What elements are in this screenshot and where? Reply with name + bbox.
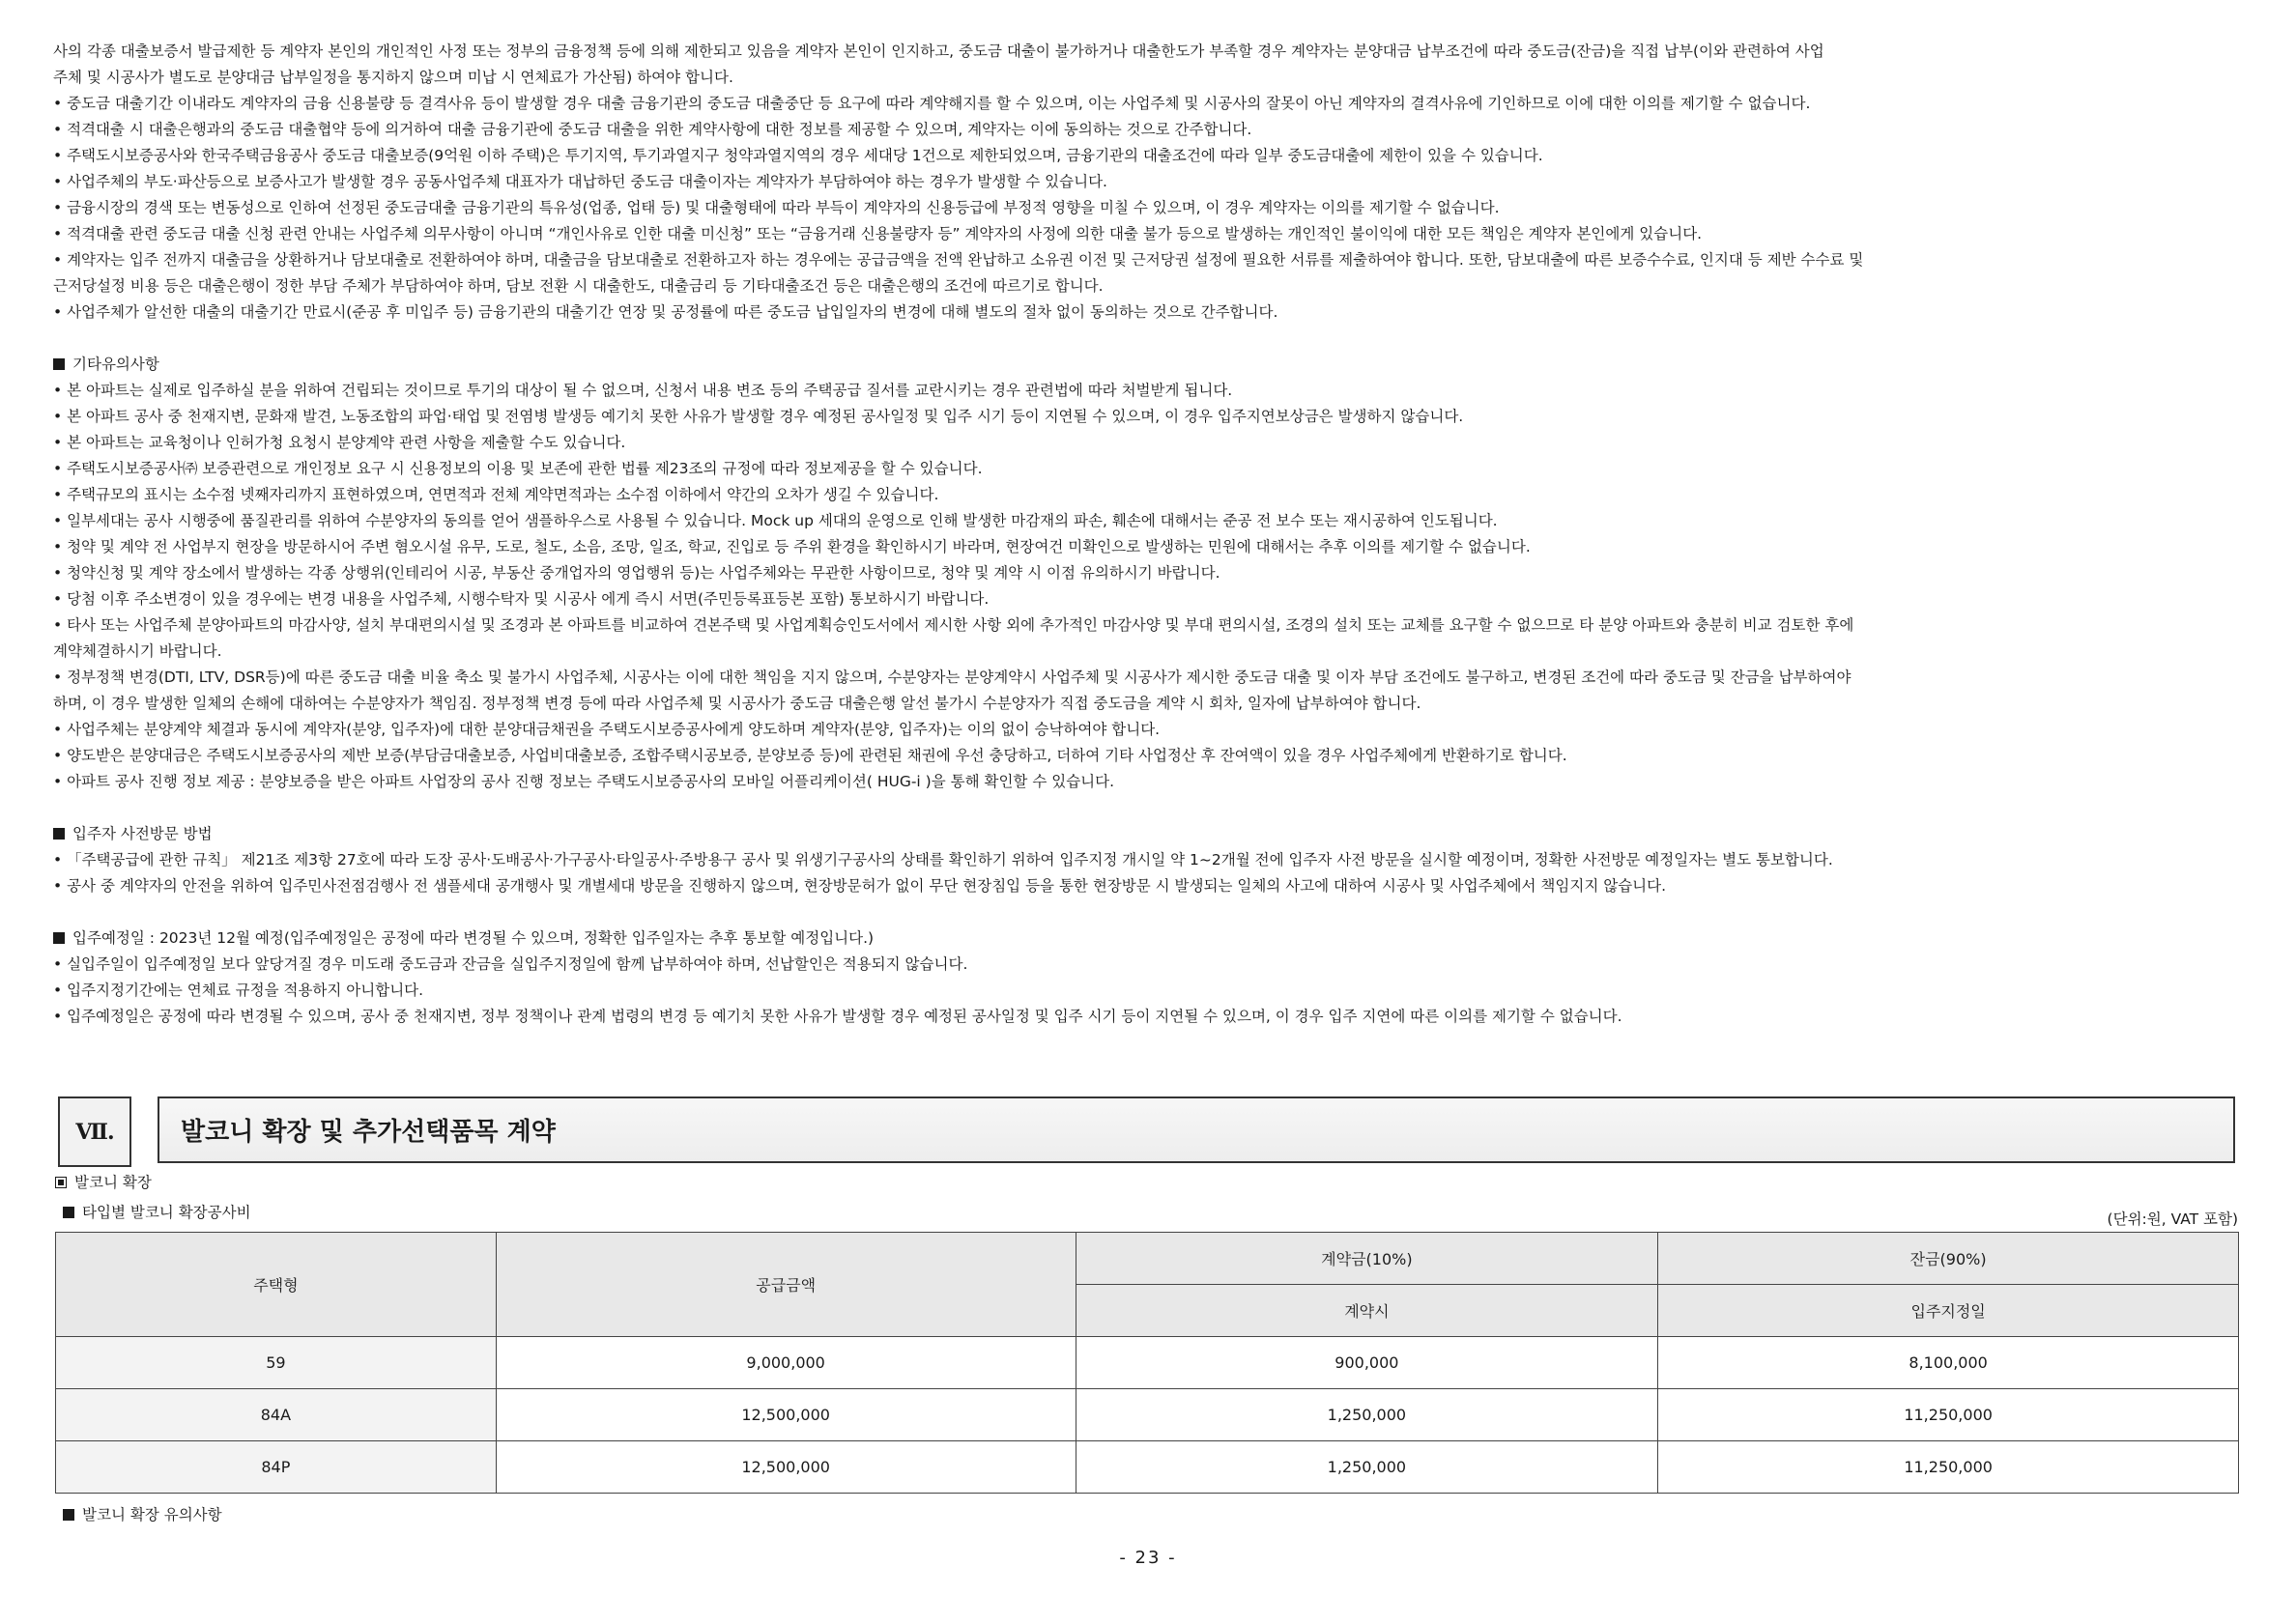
intro-line: • 계약자는 입주 전까지 대출금을 상환하거나 담보대출로 전환하여야 하며, 대출금을 담보대출로 전환하고자 하는 경우에는 공급금액을 전액 완납하고 소유권 이전 및 근저당권 설정에 필요한 서류를 제출하여야 합니다. 또한, 담보대출에 따른 보증수수료, 인지대 등 제반 수수료 및: [53, 251, 1864, 269]
table-row: [56, 1337, 2239, 1389]
misc-line: • 주택규모의 표시는 소수점 넷째자리까지 표현하였으며, 연면적과 전체 계약면적과는 소수점 이하에서 약간의 오차가 생길 수 있습니다.: [53, 486, 939, 503]
cell-deposit: 1,250,000: [1076, 1441, 1658, 1494]
cell-supply: 12,500,000: [496, 1389, 1076, 1441]
visit-line: • 「주택공급에 관한 규칙」 제21조 제3항 27호에 따라 도장 공사·도배공사·가구공사·타일공사·주방용구 공사 및 위생기구공사의 상태를 확인하기 위하여 입주지정 개시일 약 1~2개월 전에 입주자 사전 방문을 실시할 예정이며, 정확한 사전방문 예정일자는 별도 통보합니다.: [53, 851, 1833, 868]
square-bullet-icon: [63, 1509, 74, 1521]
misc-line: • 타사 또는 사업주체 분양아파트의 마감사양, 설치 부대편의시설 및 조경과 본 아파트를 비교하여 견본주택 및 사업계획승인도서에서 제시한 사항 외에 추가적인 마감사양 및 부대 편의시설, 조경의 설치 또는 교체를 요구할 수 없으므로 타 분양 아파트와 충분히 비교 검토한 후에: [53, 616, 1854, 634]
page-number: - 23 -: [1119, 1548, 1177, 1568]
header-type: 주택형: [56, 1233, 497, 1337]
misc-line: • 청약 및 계약 전 사업부지 현장을 방문하시어 주변 혐오시설 유무, 도로, 철도, 소음, 조망, 일조, 학교, 진입로 등 주위 환경을 확인하시기 바라며, 현장여건 미확인으로 발생하는 민원에 대해서는 추후 이의를 제기할 수 없습니다.: [53, 538, 1531, 555]
square-bullet-icon: [53, 932, 65, 944]
intro-line: 근저당설정 비용 등은 대출은행이 정한 부담 주체가 부담하여야 하며, 담보 전환 시 대출한도, 대출금리 등 기타대출조건 등은 대출은행의 조건에 따르기로 합니다.: [53, 277, 1104, 295]
misc-line: • 정부정책 변경(DTI, LTV, DSR등)에 따른 중도금 대출 비율 축소 및 불가시 사업주체, 시공사는 이에 대한 책임을 지지 않으며, 수분양자는 분양계약시 사업주체 및 시공사가 제시한 중도금 대출 및 이자 부담 조건에도 불구하고, 변경된 조건에 따라 중도금 및 잔금을 납부하여야: [53, 669, 1851, 686]
intro-line: • 금융시장의 경색 또는 변동성으로 인하여 선정된 중도금대출 금융기관의 특유성(업종, 업태 등) 및 대출형태에 따라 부득이 계약자의 신용등급에 부정적 영향을 미칠 수 있으며, 이 경우 계약자는 이의를 제기할 수 없습니다.: [53, 199, 1500, 216]
cell-type: 84A: [56, 1389, 497, 1441]
intro-line: • 주택도시보증공사와 한국주택금융공사 중도금 대출보증(9억원 이하 주택)은 투기지역, 투기과열지구 청약과열지역의 경우 세대당 1건으로 제한되었으며, 금융기관의 대출조건에 따라 일부 중도금대출에 제한이 있을 수 있습니다.: [53, 147, 1543, 164]
section-heading-movein: 입주예정일 : 2023년 12월 예정(입주예정일은 공정에 따라 변경될 수 있으며, 정확한 입주일자는 추후 통보할 예정입니다.): [53, 925, 2239, 952]
misc-line: • 주택도시보증공사㈜ 보증관련으로 개인정보 요구 시 신용정보의 이용 및 보존에 관한 법률 제23조의 규정에 따라 정보제공을 할 수 있습니다.: [53, 460, 983, 477]
misc-line: • 청약신청 및 계약 장소에서 발생하는 각종 상행위(인테리어 시공, 부동산 중개업자의 영업행위 등)는 사업주체와는 무관한 사항이므로, 청약 및 계약 시 이점 유의하시기 바랍니다.: [53, 564, 1220, 582]
misc-line: 하며, 이 경우 발생한 일체의 손해에 대하여는 수분양자가 책임짐. 정부정책 변경 등에 따라 사업주체 및 시공사가 중도금 대출은행 알선 불가시 수분양자가 직접 중도금을 계약 시 회차, 일자에 납부하여야 합니다.: [53, 695, 1421, 712]
table-row: [56, 1441, 2239, 1494]
square-bullet-icon: [63, 1207, 74, 1218]
cell-balance: 8,100,000: [1658, 1337, 2239, 1389]
misc-line: • 당첨 이후 주소변경이 있을 경우에는 변경 내용을 사업주체, 시행수탁자 및 시공사 에게 즉시 서면(주민등록표등본 포함) 통보하시기 바랍니다.: [53, 590, 990, 608]
header-balance: 잔금(90%): [1658, 1233, 2239, 1285]
unit-label: (단위:원, VAT 포함): [2107, 1210, 2238, 1228]
intro-line: • 적격대출 시 대출은행과의 중도금 대출협약 등에 의거하여 대출 금융기관에 중도금 대출을 위한 계약사항에 대한 정보를 제공할 수 있으며, 계약자는 이에 동의하는 것으로 간주합니다.: [53, 121, 1252, 138]
square-bullet-icon: [53, 358, 65, 370]
cell-type: 59: [56, 1337, 497, 1389]
section-heading-misc: 기타유의사항: [53, 352, 2239, 378]
notes-heading: 발코니 확장 유의사항: [63, 1503, 222, 1524]
movein-line: • 입주지정기간에는 연체료 규정을 적용하지 아니합니다.: [53, 982, 424, 999]
misc-line: • 양도받은 분양대금은 주택도시보증공사의 제반 보증(부담금대출보증, 사업비대출보증, 조합주택시공보증, 분양보증 등)에 관련된 채권에 우선 충당하고, 더하여 기타 사업정산 후 잔여액이 있을 경우 사업주체에게 반환하기로 합니다.: [53, 747, 1567, 764]
notice-body: [53, 39, 2239, 1030]
cell-deposit: 900,000: [1076, 1337, 1658, 1389]
intro-line: • 사업주체의 부도·파산등으로 보증사고가 발생할 경우 공동사업주체 대표자가 대납하던 중도금 대출이자는 계약자가 부담하여야 하는 경우가 발생할 수 있습니다.: [53, 173, 1107, 190]
intro-line: • 적격대출 관련 중도금 대출 신청 관련 안내는 사업주체 의무사항이 아니며 “개인사유로 인한 대출 미신청” 또는 “금융거래 신용불량자 등” 계약자의 사정에 의한 대출 불가 등으로 발생하는 개인적인 불이익에 대한 모든 책임은 계약자 본인에게 있습니다.: [53, 225, 1703, 242]
table-row: [56, 1389, 2239, 1441]
sub-heading-balcony: 발코니 확장: [55, 1171, 152, 1192]
table-heading: 타입별 발코니 확장공사비: [63, 1201, 251, 1222]
intro-line: • 중도금 대출기간 이내라도 계약자의 금융 신용불량 등 결격사유 등이 발생할 경우 대출 금융기관의 중도금 대출중단 등 요구에 따라 계약해지를 할 수 있으며, 이는 사업주체 및 시공사의 잘못이 아닌 계약자의 결격사유에 기인하므로 이에 대한 이의를 제기할 수 없습니다.: [53, 95, 1811, 112]
boxed-square-icon: [55, 1177, 67, 1188]
cell-supply: 9,000,000: [496, 1337, 1076, 1389]
header-deposit: 계약금(10%): [1076, 1233, 1658, 1285]
header-balance-sub: 입주지정일: [1658, 1285, 2239, 1337]
cell-type: 84P: [56, 1441, 497, 1494]
misc-line: 계약체결하시기 바랍니다.: [53, 642, 222, 660]
intro-line: 주체 및 시공사가 별도로 분양대금 납부일정을 통지하지 않으며 미납 시 연체료가 가산됨) 하여야 합니다.: [53, 69, 733, 86]
intro-line: 사의 각종 대출보증서 발급제한 등 계약자 본인의 개인적인 사정 또는 정부의 금융정책 등에 의해 제한되고 있음을 계약자 본인이 인지하고, 중도금 대출이 불가하거나 대출한도가 부족할 경우 계약자는 분양대금 납부조건에 따라 중도금(잔금)을 직접 납부(이와 관련하여 사업: [53, 43, 1824, 60]
section-number: Ⅶ.: [58, 1096, 131, 1167]
movein-line: • 실입주일이 입주예정일 보다 앞당겨질 경우 미도래 중도금과 잔금을 실입주지정일에 함께 납부하여야 하며, 선납할인은 적용되지 않습니다.: [53, 955, 968, 973]
square-bullet-icon: [53, 828, 65, 840]
misc-line: • 본 아파트 공사 중 천재지변, 문화재 발견, 노동조합의 파업·태업 및 전염병 발생등 예기치 못한 사유가 발생할 경우 예정된 공사일정 및 입주 시기 등이 지연될 수 있으며, 이 경우 입주지연보상금은 발생하지 않습니다.: [53, 408, 1464, 425]
cell-balance: 11,250,000: [1658, 1389, 2239, 1441]
misc-line: • 본 아파트는 실제로 입주하실 분을 위하여 건립되는 것이므로 투기의 대상이 될 수 없으며, 신청서 내용 변조 등의 주택공급 질서를 교란시키는 경우 관련법에 따라 처벌받게 됩니다.: [53, 382, 1233, 399]
misc-line: • 아파트 공사 진행 정보 제공 : 분양보증을 받은 아파트 사업장의 공사 진행 정보는 주택도시보증공사의 모바일 어플리케이션( HUG-i )을 통해 확인할 수 있습니다.: [53, 773, 1115, 790]
section-heading-visit: 입주자 사전방문 방법: [53, 821, 2239, 847]
section-banner-vii: [58, 1096, 2239, 1167]
intro-line: • 사업주체가 알선한 대출의 대출기간 만료시(준공 후 미입주 등) 금융기관의 대출기간 연장 및 공정률에 따른 중도금 납입일자의 변경에 대해 별도의 절차 없이 동의하는 것으로 간주합니다.: [53, 303, 1278, 321]
misc-line: • 일부세대는 공사 시행중에 품질관리를 위하여 수분양자의 동의를 얻어 샘플하우스로 사용될 수 있습니다. Mock up 세대의 운영으로 인해 발생한 마감재의 파손, 훼손에 대해서는 준공 전 보수 또는 재시공하여 인도됩니다.: [53, 512, 1498, 529]
cell-balance: 11,250,000: [1658, 1441, 2239, 1494]
misc-line: • 사업주체는 분양계약 체결과 동시에 계약자(분양, 입주자)에 대한 분양대금채권을 주택도시보증공사에게 양도하며 계약자(분양, 입주자)는 이의 없이 승낙하여야 합니다.: [53, 721, 1161, 738]
header-supply: 공급금액: [496, 1233, 1076, 1337]
cell-supply: 12,500,000: [496, 1441, 1076, 1494]
misc-line: • 본 아파트는 교육청이나 인허가청 요청시 분양계약 관련 사항을 제출할 수도 있습니다.: [53, 434, 626, 451]
section-title: 발코니 확장 및 추가선택품목 계약: [158, 1096, 2235, 1163]
movein-line: • 입주예정일은 공정에 따라 변경될 수 있으며, 공사 중 천재지변, 정부 정책이나 관계 법령의 변경 등 예기치 못한 사유가 발생할 경우 예정된 공사일정 및 입주 시기 등이 지연될 수 있으며, 이 경우 입주 지연에 따른 이의를 제기할 수 없습니다.: [53, 1008, 1622, 1025]
header-deposit-sub: 계약시: [1076, 1285, 1658, 1337]
cell-deposit: 1,250,000: [1076, 1389, 1658, 1441]
visit-line: • 공사 중 계약자의 안전을 위하여 입주민사전점검행사 전 샘플세대 공개행사 및 개별세대 방문을 진행하지 않으며, 현장방문허가 없이 무단 현장침입 등을 통한 현장방문 시 발생되는 일체의 사고에 대하여 시공사 및 사업주체에서 책임지지 않습니다.: [53, 877, 1667, 895]
balcony-cost-table: [55, 1232, 2239, 1494]
